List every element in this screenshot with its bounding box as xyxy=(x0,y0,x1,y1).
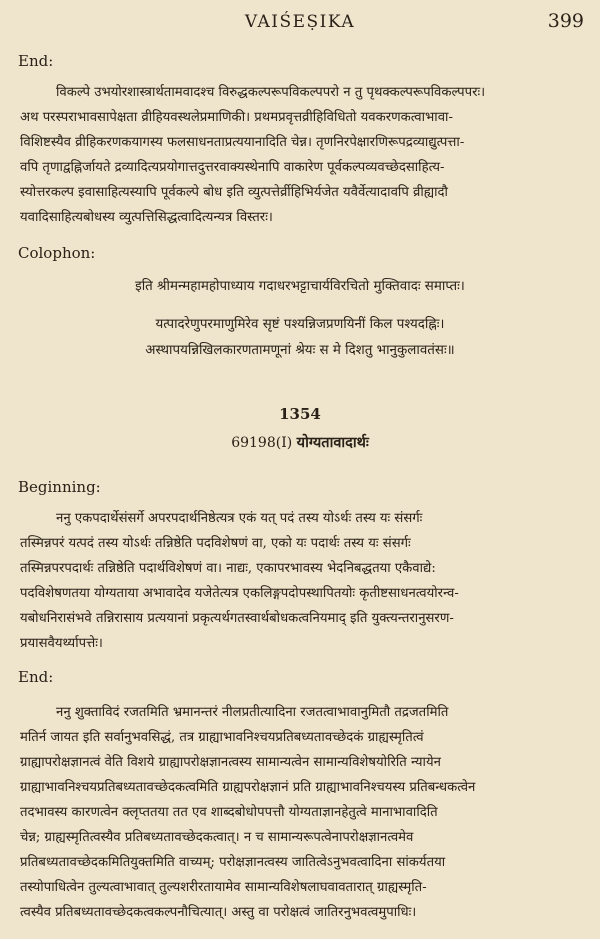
end-label-2: End: xyxy=(18,668,54,686)
colophon-verse-2: अस्थापयन्निखिलकारणतामणूनां श्रेयः स मे दिशतु भानुकुलावतंसः॥ xyxy=(145,343,455,358)
text-line: ननु एकपदार्थेसंसर्गे अपरपदार्थनिष्ठेत्यत्र एकं यत् पदं तस्य योऽर्थः तस्य यः संसर्गः xyxy=(56,511,423,526)
entry-title xyxy=(0,432,600,452)
colophon-verse-1: यत्पादरेणुपरमाणुमिरेव सृष्टं पश्यन्निजप्रणयिनीं किल पश्यदह्निः। xyxy=(155,317,445,332)
text-line: प्रतिबध्यतावच्छेदकमितियुक्तमिति वाच्यम्; परोक्षज्ञानत्वस्य जातित्वेऽनुभवत्वादिना सांकर्यतया xyxy=(20,855,446,870)
text-line: तस्मिन्नपरं यत्पदं तस्य योऽर्थः तन्निष्ठेति पदविशेषणं वा, एको यः पदार्थः तस्य यः संसर्गः xyxy=(20,536,411,551)
text-line: यवादिसाहित्यबोधस्य व्युत्पत्तिसिद्धत्वादित्यन्यत्र विस्तरः। xyxy=(20,210,273,225)
running-header: VAIŚEṢIKA xyxy=(244,12,356,32)
beginning-text xyxy=(20,506,588,656)
text-line: यबोधनिरासंभवे तन्निरासाय प्रत्ययानां प्रकृत्यर्थगतस्वार्थबोधकत्वनियमाद् इति युक्त्यन्तरानुसरण- xyxy=(20,611,454,626)
colophon-label: Colophon: xyxy=(18,244,96,262)
text-line: ग्राह्याभावनिश्चयप्रतिबध्यतावच्छेदकत्वमिति ग्राह्यपरोक्षज्ञानं प्रति ग्राह्याभावनिश्चयस्य प्रतिबन्धकत्वेन xyxy=(20,780,476,795)
end-label: End: xyxy=(18,52,54,70)
page-number: 399 xyxy=(547,10,584,32)
text-line: स्योत्तरकल्प इवासाहित्यस्यापि पूर्वकल्पे बोध इति व्युत्पत्तेर्व्रीहिभिर्यजेत यवैर्वेत्यादावपि व्रीह्यादौ xyxy=(20,185,448,200)
text-line: त्वस्यैव प्रतिबध्यतावच्छेदकत्वकल्पनौचित्यात्। अस्तु वा परोक्षत्वं जातिरनुभवत्वमुपाधिः। xyxy=(20,905,417,920)
text-line: मतिर्न जायत इति सर्वानुभवसिद्धं, तत्र ग्राह्याभावनिश्चयप्रतिबध्यतावच्छेदकं ग्राह्यस्मृतित्वं xyxy=(20,730,424,745)
end-text-2 xyxy=(20,700,588,925)
text-line: प्रयासवैयर्थ्यापत्तेः। xyxy=(20,636,103,651)
end-text xyxy=(20,80,588,230)
ms-number: 69198(I) xyxy=(231,435,293,451)
work-title: योग्यतावादार्थः xyxy=(296,434,369,451)
colophon-line: इति श्रीमन्महामहोपाध्याय गदाधरभट्टाचार्यविरचितो मुक्तिवादः समाप्तः। xyxy=(135,279,465,294)
text-line: ग्राह्यापरोक्षज्ञानत्वं वेति विशये ग्राह्यापरोक्षज्ञानत्वस्य सामान्यत्वेन सामान्यविशेषयोरिति न्यायेन xyxy=(20,755,441,770)
text-line: पदविशेषणतया योग्यताया अभावादेव यजेतेत्यत्र एकलिङ्गपदोपस्थापितयोः कृतीष्टसाधनत्वयोरन्व- xyxy=(20,586,459,601)
entry-number: 1354 xyxy=(279,405,321,423)
text-line: अथ परस्पराभावसापेक्षता व्रीहियवस्थलेप्रमाणिकी। प्रथमप्रवृत्तव्रीहिविधितो यवकरणकत्वाभावा- xyxy=(20,110,453,125)
text-line: चेन्न; ग्राह्यस्मृतित्वस्यैव प्रतिबध्यतावच्छेदकत्वात्। न च सामान्यरूपत्वेनापरोक्षज्ञानत्वमेव xyxy=(20,830,414,845)
text-line: ननु शुक्ताविदं रजतमिति भ्रमानन्तरं नीलप्रतीत्यादिना रजतत्वाभावानुमितौ तद्रजतमिति xyxy=(56,705,449,720)
text-line: तदभावस्य कारणत्वेन क्लृप्ततया तत एव शाब्दबोधोपपत्तौ योग्यताज्ञानहेतुत्वे मानाभावादिति xyxy=(20,805,438,820)
beginning-label: Beginning: xyxy=(18,478,101,496)
text-line: तस्योपाधित्वेन तुल्यत्वाभावात् तुल्यशरीरतायामेव सामान्यविशेषलाघवावतारात् ग्राह्यस्मृति- xyxy=(20,880,427,895)
text-line: विशिष्टस्यैव व्रीहिकरणकयागस्य फलसाधनताप्रत्ययानादिति चेन्न। तृणनिरपेक्षारणिरूपद्रव्याद्युत्पत्ता- xyxy=(20,135,465,150)
text-line: वपि तृणाद्वह्निर्जायते द्रव्यादित्यप्रयोगात्तदुत्तरवाक्यस्थेनापि वाकारेण पूर्वकल्पव्यवच्छेदसाहित्य- xyxy=(20,160,445,175)
text-line: विकल्पे उभयोरशास्त्रार्थतामवादश्च विरुद्धकल्परूपविकल्पपरो न तु पृथक्कल्परूपविकल्पपरः। xyxy=(56,85,486,100)
text-line: तस्मिन्नपरपदार्थः तन्निष्ठेति पदार्थविशेषणं वा। नाद्यः, एकापरभावस्य भेदनिबद्धतया एकैवाद्ये: xyxy=(20,561,436,576)
